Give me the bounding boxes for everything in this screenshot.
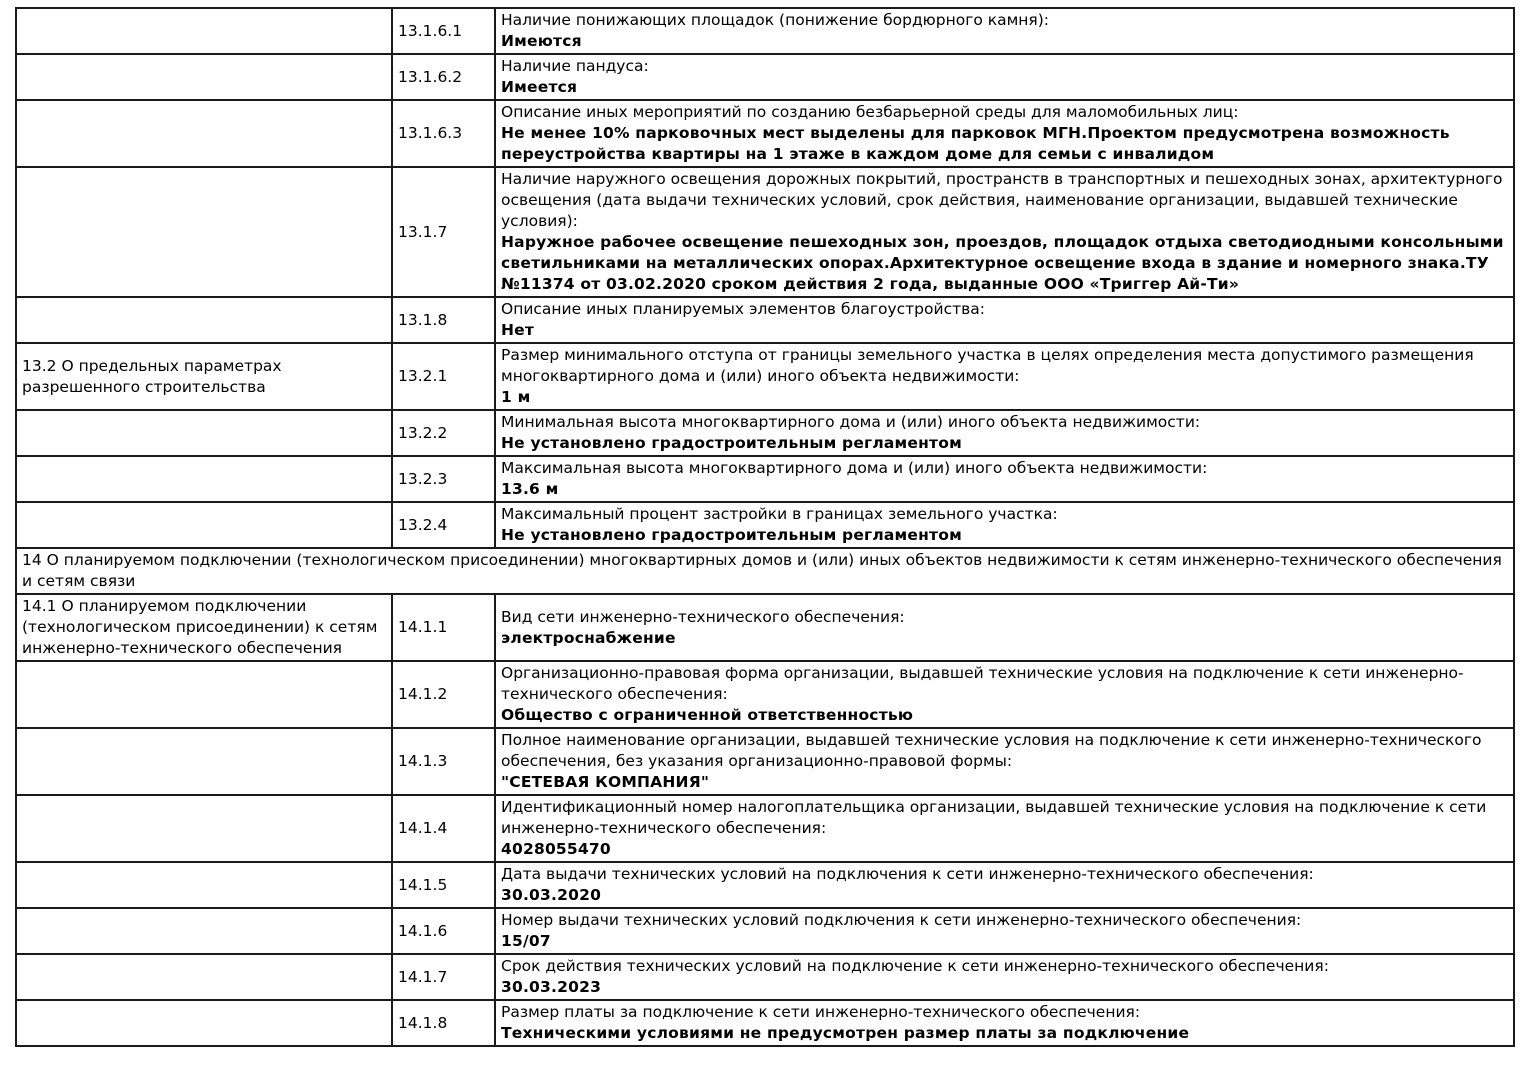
table-row	[16, 456, 1514, 502]
row-content	[495, 167, 1514, 297]
section-title-cell: 13.2 О предельных параметрах разрешенного строительства	[16, 343, 392, 410]
row-label: Минимальная высота многоквартирного дома и (или) иного объекта недвижимости:	[501, 413, 1201, 431]
row-content	[495, 297, 1514, 343]
row-content	[495, 410, 1514, 456]
row-number: 13.2.4	[392, 502, 495, 548]
section-title-cell	[16, 661, 392, 728]
section-title-cell	[16, 297, 392, 343]
row-content	[495, 343, 1514, 410]
row-content	[495, 795, 1514, 862]
section-title-cell	[16, 862, 392, 908]
section-header-row	[16, 548, 1514, 594]
row-value: 13.6 м	[501, 480, 559, 498]
row-label: Идентификационный номер налогоплательщика организации, выдавшей технические условия на подключение к сети инженерно-технического обеспечения:	[501, 798, 1487, 837]
section-title-cell	[16, 795, 392, 862]
row-value: Имеются	[501, 32, 582, 50]
row-content	[495, 502, 1514, 548]
row-number: 13.1.6.1	[392, 8, 495, 54]
row-label: Организационно-правовая форма организации, выдавшей технические условия на подключение к сети инженерно-технического обеспечения:	[501, 664, 1464, 703]
row-number: 13.1.6.2	[392, 54, 495, 100]
row-value: Техническими условиями не предусмотрен размер платы за подключение	[501, 1024, 1190, 1042]
section-title-cell	[16, 1000, 392, 1046]
row-label: Наличие пандуса:	[501, 57, 649, 75]
section-title-cell	[16, 908, 392, 954]
row-label: Размер платы за подключение к сети инженерно-технического обеспечения:	[501, 1003, 1141, 1021]
table-row	[16, 100, 1514, 167]
table-row	[16, 661, 1514, 728]
row-label: Срок действия технических условий на подключение к сети инженерно-технического обеспечения:	[501, 957, 1329, 975]
row-label: Наличие наружного освещения дорожных покрытий, пространств в транспортных и пешеходных зонах, архитектурного освещения (дата выдачи технических условий, срок действия, наименование организации, выдавшей технические условия):	[501, 170, 1503, 230]
row-number: 14.1.3	[392, 728, 495, 795]
section-title-cell	[16, 54, 392, 100]
row-number: 14.1.8	[392, 1000, 495, 1046]
section-title-cell	[16, 100, 392, 167]
row-number: 13.2.1	[392, 343, 495, 410]
row-label: Вид сети инженерно-технического обеспечения:	[501, 607, 905, 626]
row-value: Нет	[501, 321, 535, 339]
table-row	[16, 410, 1514, 456]
row-label: Дата выдачи технических условий на подключения к сети инженерно-технического обеспечения:	[501, 865, 1314, 883]
row-content	[495, 594, 1514, 661]
row-value: 30.03.2020	[501, 886, 602, 904]
row-content	[495, 54, 1514, 100]
table-row	[16, 343, 1514, 410]
row-value: Не установлено градостроительным регламентом	[501, 526, 962, 544]
section-title-cell	[16, 167, 392, 297]
row-value: 4028055470	[501, 840, 611, 858]
table-row	[16, 167, 1514, 297]
row-value: Не менее 10% парковочных мест выделены для парковок МГН.Проектом предусмотрена возможность переустройства квартиры на 1 этаже в каждом доме для семьи с инвалидом	[501, 124, 1450, 163]
row-content	[495, 456, 1514, 502]
row-number: 14.1.2	[392, 661, 495, 728]
row-content	[495, 100, 1514, 167]
row-content	[495, 908, 1514, 954]
table-row	[16, 795, 1514, 862]
section-title-cell	[16, 456, 392, 502]
row-value: 15/07	[501, 932, 551, 950]
row-value: Не установлено градостроительным регламентом	[501, 434, 962, 452]
section-title-cell: 14.1 О планируемом подключении (технологическом присоединении) к сетям инженерно-технического обеспечения	[16, 594, 392, 661]
row-content	[495, 1000, 1514, 1046]
table-row	[16, 594, 1514, 661]
table-row	[16, 54, 1514, 100]
table-row	[16, 728, 1514, 795]
row-value: Наружное рабочее освещение пешеходных зон, проездов, площадок отдыха светодиодными консольными светильниками на металлических опорах.Архитектурное освещение входа в здание и номерного знака.ТУ №11374 от 03.02.2020 сроком действия 2 года, выданные ООО «Триггер Ай-Ти»	[501, 233, 1504, 293]
row-content	[495, 661, 1514, 728]
row-label: Описание иных мероприятий по созданию безбарьерной среды для маломобильных лиц:	[501, 103, 1239, 121]
row-label: Описание иных планируемых элементов благоустройства:	[501, 300, 985, 318]
row-label: Максимальная высота многоквартирного дома и (или) иного объекта недвижимости:	[501, 459, 1208, 477]
section-title-cell	[16, 8, 392, 54]
row-number: 13.1.6.3	[392, 100, 495, 167]
row-number: 14.1.5	[392, 862, 495, 908]
table-row	[16, 954, 1514, 1000]
row-number: 13.1.7	[392, 167, 495, 297]
section-title-cell	[16, 728, 392, 795]
row-number: 13.2.2	[392, 410, 495, 456]
row-label: Полное наименование организации, выдавшей технические условия на подключение к сети инженерно-технического обеспечения, без указания организационно-правовой формы:	[501, 731, 1482, 770]
row-value: электроснабжение	[501, 628, 676, 647]
row-value: 1 м	[501, 388, 531, 406]
row-value: Имеется	[501, 78, 578, 96]
row-number: 13.1.8	[392, 297, 495, 343]
row-content	[495, 954, 1514, 1000]
table-row	[16, 297, 1514, 343]
row-value: Общество с ограниченной ответственностью	[501, 706, 914, 724]
row-label: Размер минимального отступа от границы земельного участка в целях определения места допустимого размещения многоквартирного дома и (или) иного объекта недвижимости:	[501, 346, 1474, 385]
row-content	[495, 8, 1514, 54]
row-content	[495, 728, 1514, 795]
section-title-cell	[16, 410, 392, 456]
section-header: 14 О планируемом подключении (технологическом присоединении) многоквартирных домов и (или) иных объектов недвижимости к сетям инженерно-технического обеспечения и сетям связи	[16, 548, 1514, 594]
table-row	[16, 862, 1514, 908]
row-number: 14.1.7	[392, 954, 495, 1000]
row-number: 13.2.3	[392, 456, 495, 502]
declaration-table	[15, 7, 1515, 1047]
row-number: 14.1.1	[392, 594, 495, 661]
row-number: 14.1.4	[392, 795, 495, 862]
row-label: Номер выдачи технических условий подключения к сети инженерно-технического обеспечения:	[501, 911, 1302, 929]
row-content	[495, 862, 1514, 908]
table-row	[16, 8, 1514, 54]
table-row	[16, 1000, 1514, 1046]
row-value: 30.03.2023	[501, 978, 602, 996]
section-title-cell	[16, 954, 392, 1000]
table-row	[16, 908, 1514, 954]
row-label: Максимальный процент застройки в границах земельного участка:	[501, 505, 1058, 523]
row-value: "СЕТЕВАЯ КОМПАНИЯ"	[501, 773, 710, 791]
section-title-cell	[16, 502, 392, 548]
table-row	[16, 502, 1514, 548]
row-number: 14.1.6	[392, 908, 495, 954]
row-label: Наличие понижающих площадок (понижение бордюрного камня):	[501, 11, 1050, 29]
